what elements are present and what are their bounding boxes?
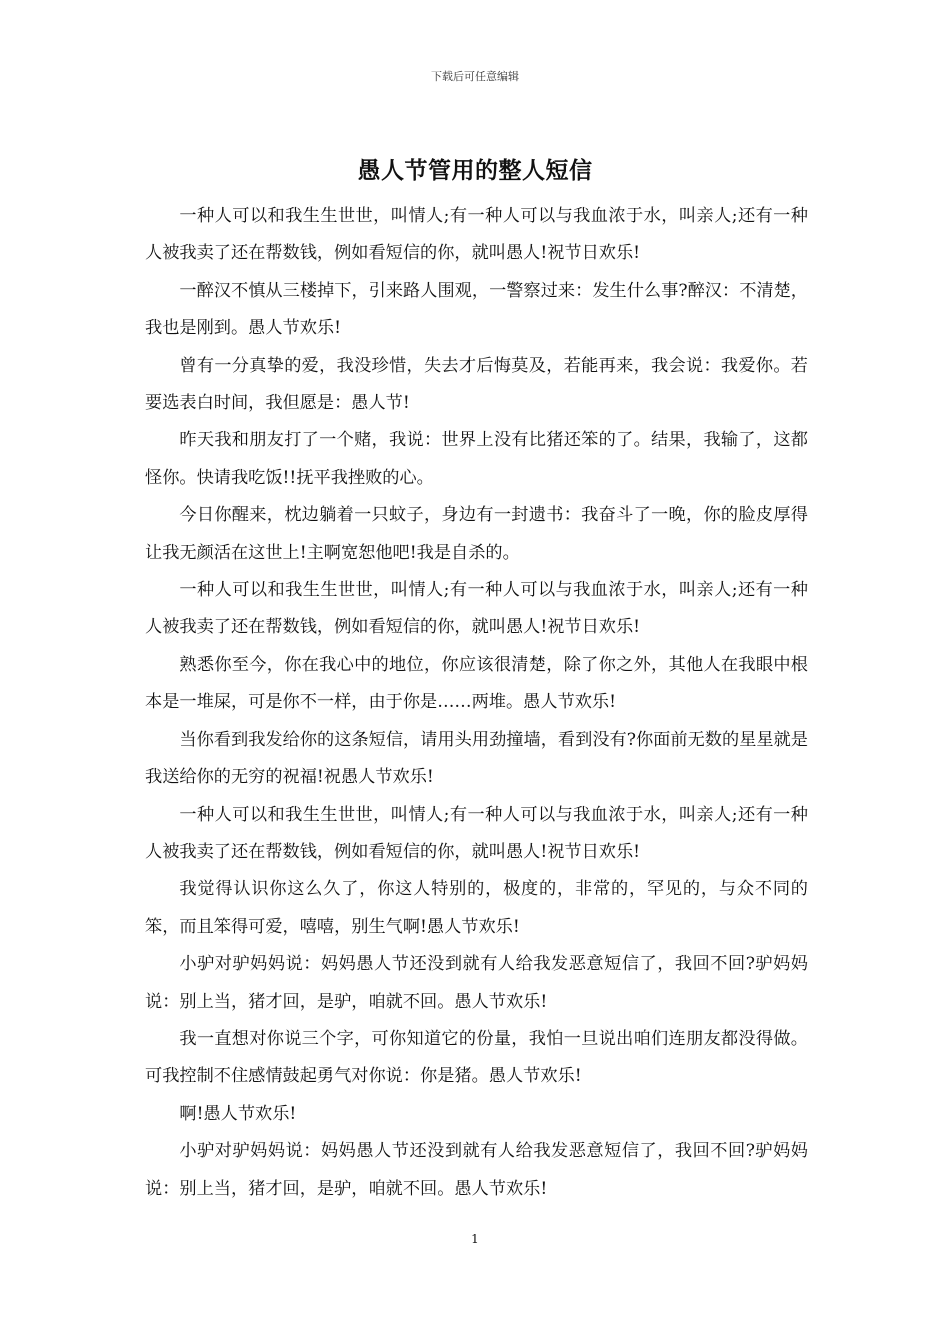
paragraph: 昨天我和朋友打了一个赌，我说：世界上没有比猪还笨的了。结果，我输了，这都怪你。快请我吃饭!!抚平我挫败的心。 [145, 430, 808, 488]
page-number: 1 [471, 1232, 479, 1246]
paragraph: 曾有一分真挚的爱，我没珍惜，失去才后悔莫及，若能再来，我会说：我爱你。若要选表白时间，我但愿是：愚人节! [145, 355, 808, 414]
document-title: 愚人节管用的整人短信 [357, 157, 593, 184]
paragraph: 当你看到我发给你的这条短信，请用头用劲撞墙，看到没有?你面前无数的星星就是我送给你的无穷的祝福!祝愚人节欢乐! [145, 729, 808, 788]
document-body [145, 198, 808, 1208]
paragraph: 今日你醒来，枕边躺着一只蚊子，身边有一封遗书：我奋斗了一晚，你的脸皮厚得让我无颜活在这世上!主啊宽恕他吧!我是自杀的。 [145, 505, 808, 563]
paragraph: 啊!愚人节欢乐! [179, 1103, 297, 1124]
paragraph: 一种人可以和我生生世世，叫情人;有一种人可以与我血浓于水，叫亲人;还有一种人被我卖了还在帮数钱，例如看短信的你，就叫愚人!祝节日欢乐! [145, 206, 808, 264]
paragraph: 一种人可以和我生生世世，叫情人;有一种人可以与我血浓于水，叫亲人;还有一种人被我卖了还在帮数钱，例如看短信的你，就叫愚人!祝节日欢乐! [145, 580, 808, 638]
paragraph: 一醉汉不慎从三楼掉下，引来路人围观，一警察过来：发生什么事?醉汉：不清楚，我也是刚到。愚人节欢乐! [145, 280, 808, 339]
header-note: 下载后可任意编辑 [431, 70, 519, 83]
paragraph: 一种人可以和我生生世世，叫情人;有一种人可以与我血浓于水，叫亲人;还有一种人被我卖了还在帮数钱，例如看短信的你，就叫愚人!祝节日欢乐! [145, 804, 808, 862]
paragraph: 小驴对驴妈妈说：妈妈愚人节还没到就有人给我发恶意短信了，我回不回?驴妈妈说：别上当，猪才回，是驴，咱就不回。愚人节欢乐! [145, 954, 808, 1012]
paragraph: 熟悉你至今，你在我心中的地位，你应该很清楚，除了你之外，其他人在我眼中根本是一堆屎，可是你不一样，由于你是……两堆。愚人节欢乐! [145, 654, 808, 713]
paragraph: 小驴对驴妈妈说：妈妈愚人节还没到就有人给我发恶意短信了，我回不回?驴妈妈说：别上当，猪才回，是驴，咱就不回。愚人节欢乐! [145, 1141, 808, 1199]
paragraph: 我一直想对你说三个字，可你知道它的份量，我怕一旦说出咱们连朋友都没得做。可我控制不住感情鼓起勇气对你说：你是猪。愚人节欢乐! [145, 1028, 808, 1087]
paragraph: 我觉得认识你这么久了，你这人特别的，极度的，非常的，罕见的，与众不同的笨，而且笨得可爱，嘻嘻，别生气啊!愚人节欢乐! [145, 879, 808, 937]
